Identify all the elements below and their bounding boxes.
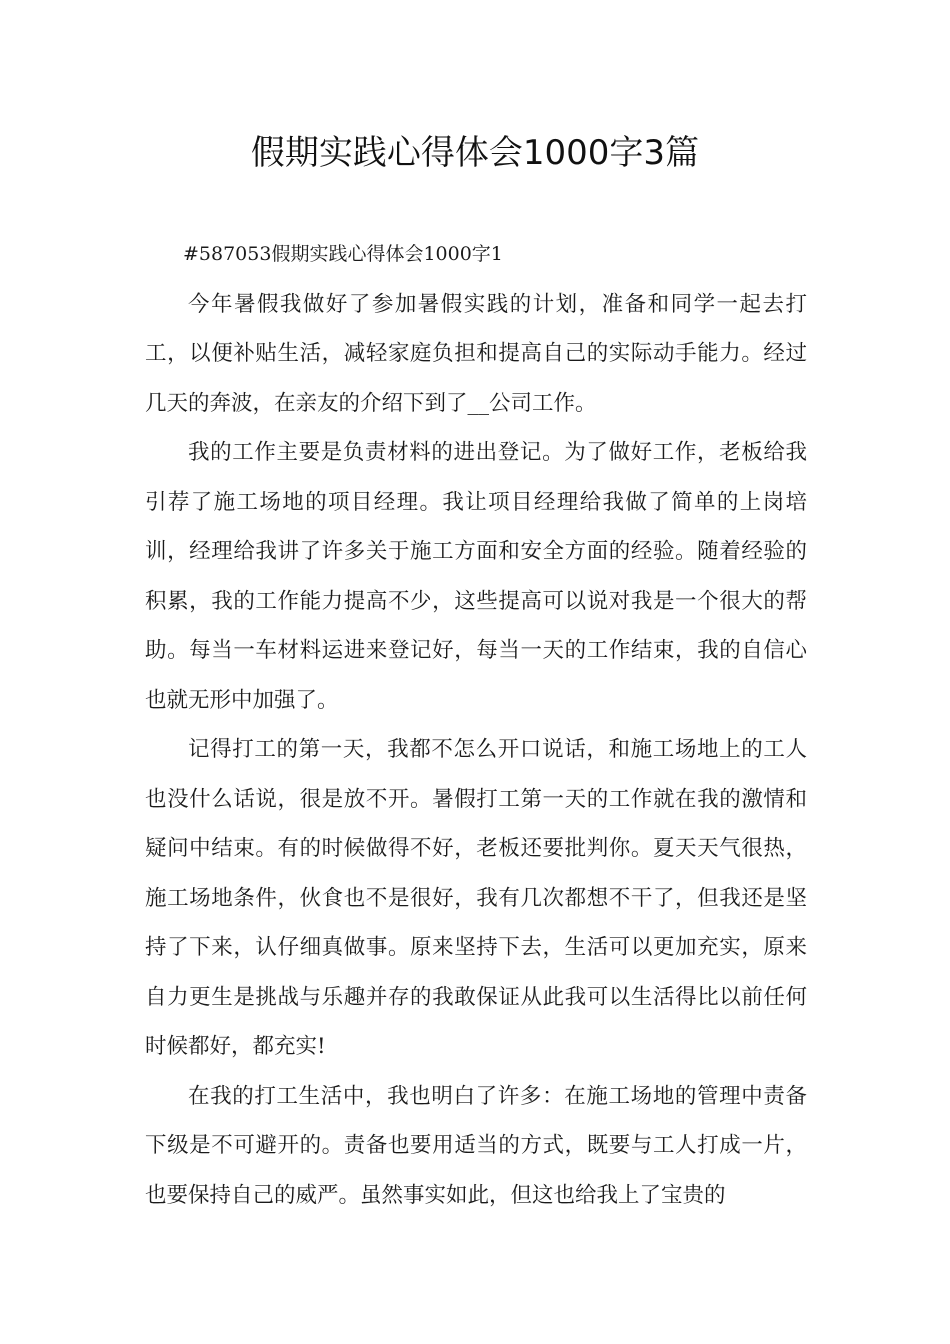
document-body: [145, 230, 807, 1220]
section-heading: #587053假期实践心得体会1000字1: [183, 243, 503, 265]
paragraph: 我的工作主要是负责材料的进出登记。为了做好工作，老板给我引荐了施工场地的项目经理。我让项目经理给我做了简单的上岗培训，经理给我讲了许多关于施工方面和安全方面的经验。随着经验的积累，我的工作能力提高不少，这些提高可以说对我是一个很大的帮助。每当一车材料运进来登记好，每当一天的工作结束，我的自信心也就无形中加强了。: [145, 440, 807, 713]
paragraph: 在我的打工生活中，我也明白了许多：在施工场地的管理中责备下级是不可避开的。责备也要用适当的方式，既要与工人打成一片，也要保持自己的威严。虽然事实如此，但这也给我上了宝贵的: [145, 1083, 807, 1208]
document-title: 假期实践心得体会1000字3篇: [250, 133, 700, 173]
paragraph: 记得打工的第一天，我都不怎么开口说话，和施工场地上的工人也没什么话说，很是放不开。暑假打工第一天的工作就在我的激情和疑问中结束。有的时候做得不好，老板还要批判你。夏天天气很热，施工场地条件，伙食也不是很好，我有几次都想不干了，但我还是坚持了下来，认仔细真做事。原来坚持下去，生活可以更加充实，原来自力更生是挑战与乐趣并存的我敢保证从此我可以生活得比以前任何时候都好，都充实!: [145, 737, 807, 1059]
paragraph: 今年暑假我做好了参加暑假实践的计划，准备和同学一起去打工，以便补贴生活，减轻家庭负担和提高自己的实际动手能力。经过几天的奔波，在亲友的介绍下到了__公司工作。: [145, 291, 807, 416]
